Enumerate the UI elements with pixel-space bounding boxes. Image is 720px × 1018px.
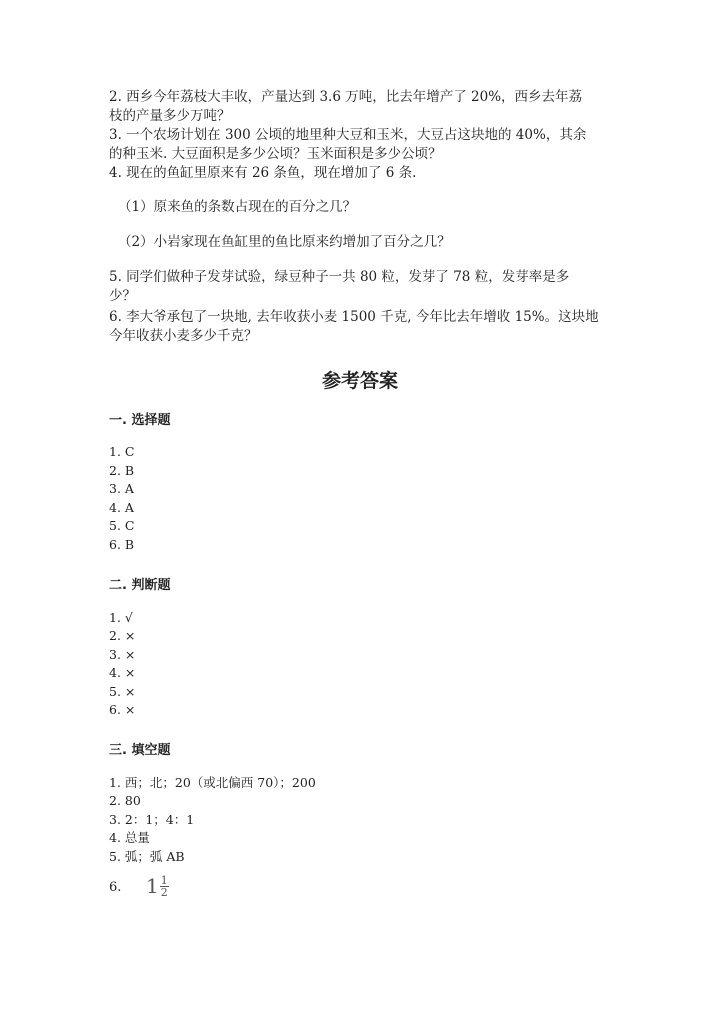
choice-answer-5: 5. C	[109, 518, 135, 533]
mixed-number-whole: 1	[146, 874, 159, 898]
choice-answer-3: 3. A	[109, 481, 134, 496]
judgement-answer-6: 6. ×	[109, 702, 136, 717]
judgement-answer-1: 1. √	[109, 610, 133, 625]
question-2-line-2: 枝的产量多少万吨？	[109, 108, 231, 124]
judgement-answer-2: 2. ×	[109, 628, 136, 643]
question-3-line-2: 的种玉米. 大豆面积是多少公顷？玉米面积是多少公顷？	[109, 146, 442, 162]
fraction-denominator: 2	[160, 885, 168, 899]
answer-title: 参考答案	[321, 370, 398, 392]
fill-answer-5: 5. 弧；弧 AB	[109, 849, 185, 864]
fill-answer-6-label: 6.	[109, 880, 122, 895]
section-heading-choice: 一. 选择题	[109, 413, 171, 428]
choice-answer-2: 2. B	[109, 463, 135, 478]
fill-answer-1: 1. 西；北；20（或北偏西 70）；200	[109, 775, 316, 790]
question-6-line-2: 今年收获小麦多少千克？	[109, 328, 258, 344]
fraction-numerator: 1	[160, 873, 168, 887]
judgement-answer-3: 3. ×	[109, 647, 136, 662]
mixed-number-fraction	[160, 875, 169, 898]
question-4-subquestion-2: （2）小岩家现在鱼缸里的鱼比原来约增加了百分之几？	[118, 234, 451, 250]
fill-answer-2: 2. 80	[109, 793, 141, 808]
judgement-answer-5: 5. ×	[109, 684, 136, 699]
question-5-line-2: 少？	[109, 288, 136, 304]
question-3-line-1: 3. 一个农场计划在 300 公顷的地里种大豆和玉米，大豆占这块地的 40%，其余	[109, 127, 587, 143]
choice-answer-1: 1. C	[109, 444, 135, 459]
question-4-subquestion-1: （1）原来鱼的条数占现在的百分之几？	[118, 199, 357, 215]
judgement-answer-4: 4. ×	[109, 665, 136, 680]
fill-answer-3: 3. 2：1；4：1	[109, 812, 195, 827]
question-4-line-1: 4. 现在的鱼缸里原来有 26 条鱼，现在增加了 6 条.	[109, 165, 417, 181]
section-heading-fill-blank: 三. 填空题	[109, 743, 171, 758]
section-heading-judgement: 二. 判断题	[109, 578, 171, 593]
choice-answer-4: 4. A	[109, 500, 134, 515]
fill-answer-4: 4. 总量	[109, 830, 150, 845]
question-2-line-1: 2. 西乡今年荔枝大丰收，产量达到 3.6 万吨，比去年增产了 20%，西乡去年荔	[109, 89, 583, 105]
question-6-line-1: 6. 李大爷承包了一块地, 去年收获小麦 1500 千克, 今年比去年增收 15%。这块地	[109, 309, 599, 325]
question-5-line-1: 5. 同学们做种子发芽试验，绿豆种子一共 80 粒，发芽了 78 粒，发芽率是多	[109, 269, 570, 285]
fill-answer-6-mixed-number	[146, 874, 169, 898]
choice-answer-6: 6. B	[109, 537, 135, 552]
